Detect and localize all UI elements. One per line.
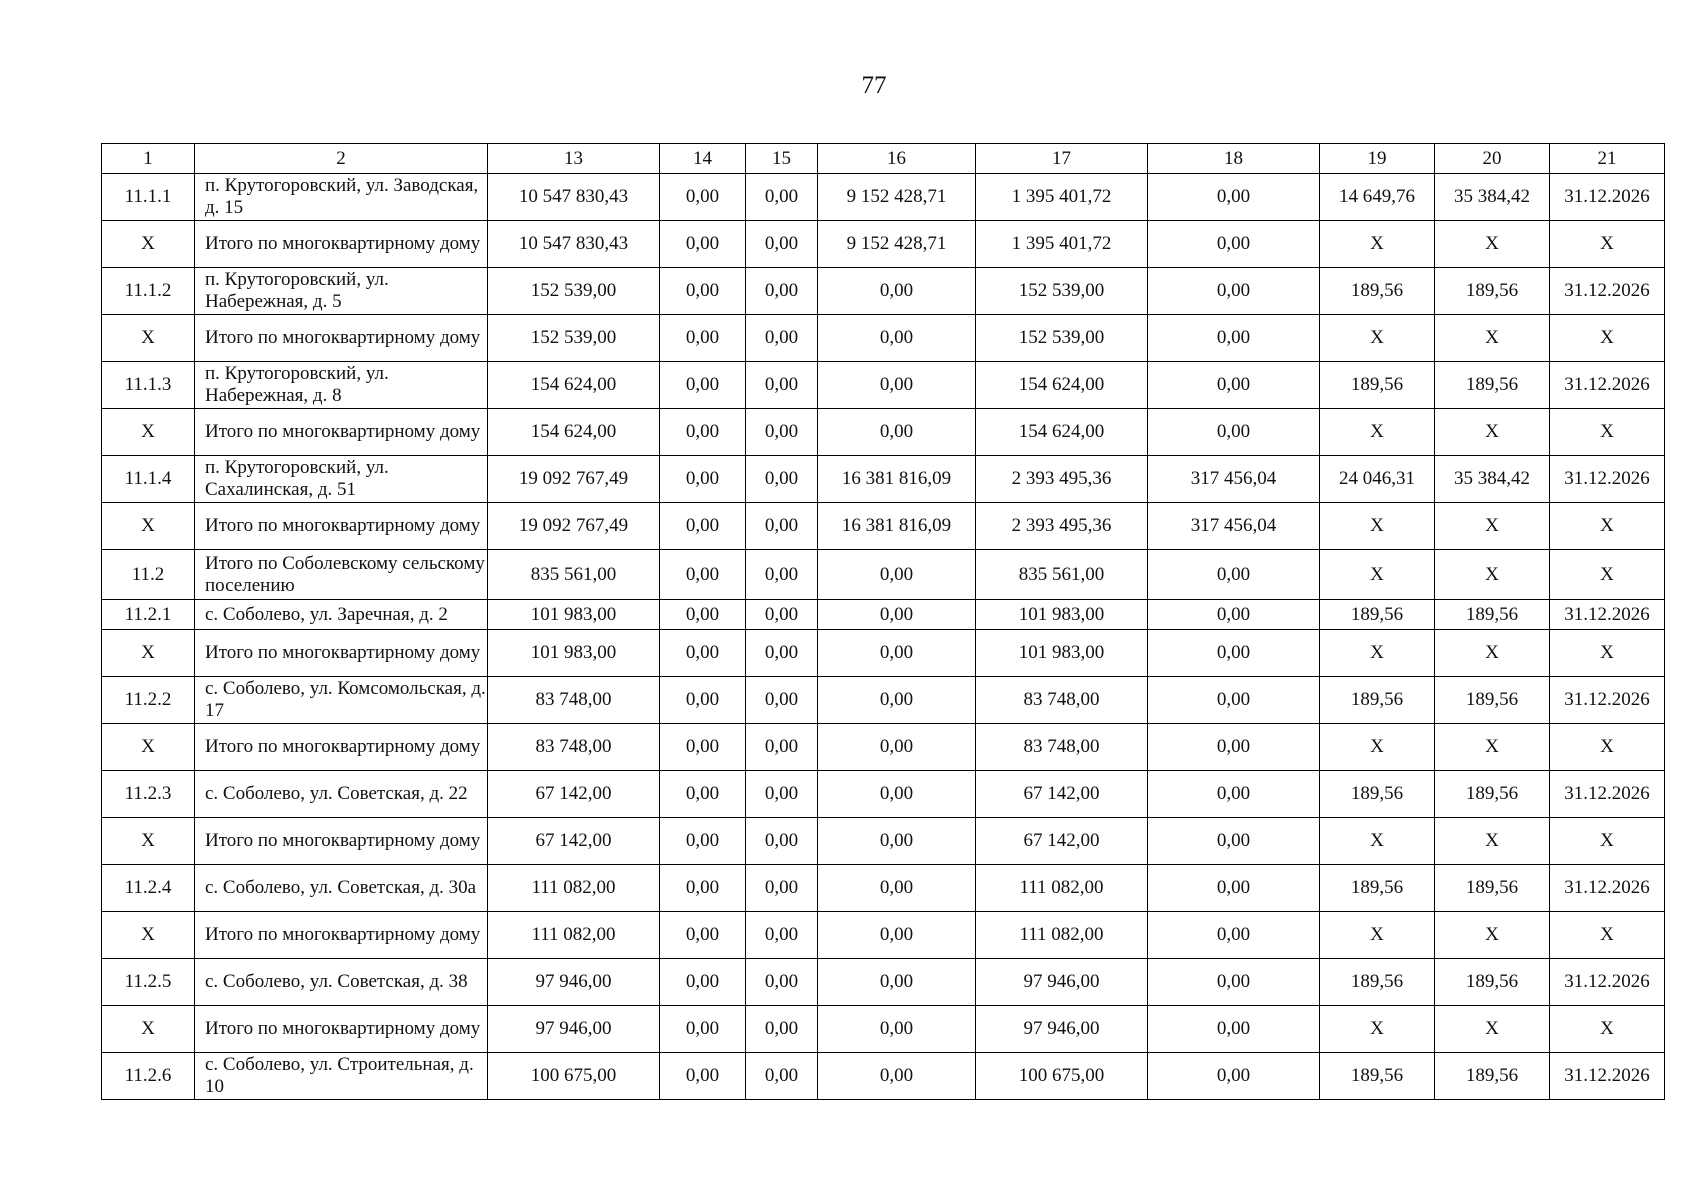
table-cell: 0,00 — [746, 409, 818, 456]
table-cell: Х — [102, 409, 195, 456]
table-cell: 0,00 — [660, 912, 746, 959]
table-cell: 83 748,00 — [976, 677, 1148, 724]
table-cell: 0,00 — [660, 677, 746, 724]
table-cell: 101 983,00 — [976, 600, 1148, 630]
column-header: 14 — [660, 144, 746, 174]
table-cell: Х — [102, 1006, 195, 1053]
column-header: 20 — [1435, 144, 1550, 174]
table-cell: 189,56 — [1435, 677, 1550, 724]
table-row — [102, 724, 1665, 771]
table-cell: 0,00 — [818, 362, 976, 409]
table-cell: 0,00 — [660, 865, 746, 912]
table-cell: 0,00 — [818, 268, 976, 315]
address-cell: с. Соболево, ул. Советская, д. 22 — [195, 771, 488, 818]
column-header: 17 — [976, 144, 1148, 174]
table-cell: 0,00 — [746, 865, 818, 912]
table-cell: 154 624,00 — [488, 362, 660, 409]
table-cell: 16 381 816,09 — [818, 456, 976, 503]
table-row — [102, 409, 1665, 456]
table-row — [102, 268, 1665, 315]
page-number: 77 — [861, 72, 887, 99]
table-cell: 111 082,00 — [976, 865, 1148, 912]
table-cell: 31.12.2026 — [1550, 677, 1665, 724]
table-cell: Х — [1435, 409, 1550, 456]
table-cell: 0,00 — [818, 315, 976, 362]
table-cell: 31.12.2026 — [1550, 771, 1665, 818]
table-cell: 152 539,00 — [976, 268, 1148, 315]
table-cell: 83 748,00 — [976, 724, 1148, 771]
table-cell: Х — [1550, 1006, 1665, 1053]
address-cell: с. Соболево, ул. Комсомольская, д. 17 — [195, 677, 488, 724]
table-cell: 0,00 — [1148, 268, 1320, 315]
table-cell: 97 946,00 — [488, 959, 660, 1006]
table-cell: 67 142,00 — [488, 818, 660, 865]
table-cell: 152 539,00 — [488, 315, 660, 362]
column-header: 21 — [1550, 144, 1665, 174]
address-cell: п. Крутогоровский, ул. Сахалинская, д. 51 — [195, 456, 488, 503]
table-cell: Х — [1320, 630, 1435, 677]
table-cell: 0,00 — [660, 818, 746, 865]
table-row — [102, 174, 1665, 221]
table-cell: Х — [1320, 912, 1435, 959]
table-cell: 31.12.2026 — [1550, 959, 1665, 1006]
table-cell: 0,00 — [1148, 600, 1320, 630]
table-cell: 189,56 — [1435, 959, 1550, 1006]
table-cell: 0,00 — [746, 362, 818, 409]
table-cell: Х — [102, 315, 195, 362]
table-cell: 16 381 816,09 — [818, 503, 976, 550]
table-cell: 154 624,00 — [976, 362, 1148, 409]
table-cell: Х — [1435, 221, 1550, 268]
table-cell: 2 393 495,36 — [976, 456, 1148, 503]
table-cell: 0,00 — [1148, 677, 1320, 724]
table-cell: 317 456,04 — [1148, 456, 1320, 503]
table-cell: 0,00 — [660, 1053, 746, 1100]
table-cell: 0,00 — [818, 959, 976, 1006]
table-cell: 0,00 — [1148, 912, 1320, 959]
table-cell: 0,00 — [818, 409, 976, 456]
table-cell: 11.2.6 — [102, 1053, 195, 1100]
table-cell: 11.1.3 — [102, 362, 195, 409]
table-cell: 0,00 — [818, 1006, 976, 1053]
table-cell: Х — [1435, 315, 1550, 362]
table-cell: Х — [1320, 503, 1435, 550]
table-cell: 11.2.1 — [102, 600, 195, 630]
table-cell: 0,00 — [660, 600, 746, 630]
table-cell: Х — [1550, 409, 1665, 456]
table-cell: 0,00 — [660, 268, 746, 315]
table-cell: 0,00 — [660, 1006, 746, 1053]
table-cell: 0,00 — [660, 362, 746, 409]
table-body — [102, 144, 1665, 1100]
table-row — [102, 315, 1665, 362]
table-cell: 101 983,00 — [488, 600, 660, 630]
table-cell: 24 046,31 — [1320, 456, 1435, 503]
column-header: 2 — [195, 144, 488, 174]
table-cell: 835 561,00 — [488, 550, 660, 600]
table-cell: 0,00 — [660, 630, 746, 677]
table-cell: 0,00 — [1148, 630, 1320, 677]
table-cell: 0,00 — [746, 315, 818, 362]
table-cell: 0,00 — [1148, 221, 1320, 268]
table-cell: 189,56 — [1435, 362, 1550, 409]
address-cell: Итого по многоквартирному дому — [195, 315, 488, 362]
table-cell: 111 082,00 — [976, 912, 1148, 959]
address-cell: с. Соболево, ул. Строительная, д. 10 — [195, 1053, 488, 1100]
table-cell: 0,00 — [660, 174, 746, 221]
table-header-row — [102, 144, 1665, 174]
table-cell: 10 547 830,43 — [488, 174, 660, 221]
table-cell: 9 152 428,71 — [818, 174, 976, 221]
table-cell: 154 624,00 — [488, 409, 660, 456]
column-header: 15 — [746, 144, 818, 174]
table-cell: 101 983,00 — [488, 630, 660, 677]
table-cell: 0,00 — [660, 959, 746, 1006]
table-cell: 31.12.2026 — [1550, 1053, 1665, 1100]
table-cell: Х — [102, 818, 195, 865]
table-row — [102, 677, 1665, 724]
column-header: 18 — [1148, 144, 1320, 174]
table-cell: 83 748,00 — [488, 677, 660, 724]
address-cell: с. Соболево, ул. Советская, д. 30а — [195, 865, 488, 912]
address-cell: Итого по многоквартирному дому — [195, 1006, 488, 1053]
table-cell: 835 561,00 — [976, 550, 1148, 600]
table-cell: 11.2 — [102, 550, 195, 600]
table-cell: 0,00 — [1148, 724, 1320, 771]
table-cell: 0,00 — [818, 677, 976, 724]
table-cell: 0,00 — [746, 630, 818, 677]
table-cell: Х — [1550, 912, 1665, 959]
column-header: 1 — [102, 144, 195, 174]
table-cell: 0,00 — [1148, 315, 1320, 362]
table-cell: 0,00 — [1148, 818, 1320, 865]
table-cell: 1 395 401,72 — [976, 221, 1148, 268]
table-row — [102, 959, 1665, 1006]
table-cell: 100 675,00 — [976, 1053, 1148, 1100]
table-cell: 67 142,00 — [976, 818, 1148, 865]
table-cell: 154 624,00 — [976, 409, 1148, 456]
table-cell: 2 393 495,36 — [976, 503, 1148, 550]
table-cell: Х — [102, 630, 195, 677]
table-cell: Х — [1435, 818, 1550, 865]
table-cell: Х — [1320, 409, 1435, 456]
table-cell: 189,56 — [1320, 959, 1435, 1006]
table-cell: 189,56 — [1435, 865, 1550, 912]
table-cell: 97 946,00 — [976, 959, 1148, 1006]
table-cell: Х — [1550, 818, 1665, 865]
table-cell: 189,56 — [1320, 865, 1435, 912]
table-cell: 0,00 — [660, 456, 746, 503]
table-cell: 0,00 — [818, 724, 976, 771]
table-cell: Х — [102, 912, 195, 959]
table-cell: 11.1.2 — [102, 268, 195, 315]
table-cell: 0,00 — [746, 600, 818, 630]
table-cell: 0,00 — [746, 456, 818, 503]
table-cell: Х — [1320, 1006, 1435, 1053]
column-header: 19 — [1320, 144, 1435, 174]
table-cell: 0,00 — [746, 1006, 818, 1053]
table-cell: 11.2.5 — [102, 959, 195, 1006]
table-cell: 189,56 — [1435, 600, 1550, 630]
table-cell: Х — [1550, 503, 1665, 550]
table-cell: 19 092 767,49 — [488, 503, 660, 550]
table-cell: 0,00 — [746, 268, 818, 315]
table-cell: 0,00 — [1148, 550, 1320, 600]
address-cell: Итого по многоквартирному дому — [195, 409, 488, 456]
table-cell: Х — [1320, 818, 1435, 865]
table-cell: Х — [1435, 1006, 1550, 1053]
table-cell: 189,56 — [1320, 1053, 1435, 1100]
table-cell: 19 092 767,49 — [488, 456, 660, 503]
table-cell: 0,00 — [818, 771, 976, 818]
table-cell: 1 395 401,72 — [976, 174, 1148, 221]
table-cell: 0,00 — [818, 912, 976, 959]
table-cell: Х — [1550, 221, 1665, 268]
table-cell: 0,00 — [746, 221, 818, 268]
table-cell: Х — [102, 221, 195, 268]
table-row — [102, 600, 1665, 630]
table-cell: 97 946,00 — [488, 1006, 660, 1053]
table-cell: 11.2.4 — [102, 865, 195, 912]
table-cell: 0,00 — [660, 771, 746, 818]
column-header: 16 — [818, 144, 976, 174]
table-cell: Х — [1320, 550, 1435, 600]
table-cell: 152 539,00 — [976, 315, 1148, 362]
table-cell: Х — [1435, 724, 1550, 771]
address-cell: п. Крутогоровский, ул. Набережная, д. 8 — [195, 362, 488, 409]
address-cell: Итого по многоквартирному дому — [195, 724, 488, 771]
table-cell: 0,00 — [746, 771, 818, 818]
table-cell: 0,00 — [660, 221, 746, 268]
table-cell: 31.12.2026 — [1550, 362, 1665, 409]
table-cell: 0,00 — [746, 550, 818, 600]
address-cell: Итого по Соболевскому сельскому поселению — [195, 550, 488, 600]
table-cell: Х — [1435, 550, 1550, 600]
table-cell: 0,00 — [660, 409, 746, 456]
table-cell: 189,56 — [1435, 771, 1550, 818]
table-row — [102, 1053, 1665, 1100]
table-cell: Х — [102, 724, 195, 771]
table-cell: 0,00 — [746, 818, 818, 865]
table-cell: 31.12.2026 — [1550, 865, 1665, 912]
column-header: 13 — [488, 144, 660, 174]
table-cell: 0,00 — [660, 503, 746, 550]
table-cell: 0,00 — [1148, 771, 1320, 818]
table-cell: 35 384,42 — [1435, 174, 1550, 221]
address-cell: Итого по многоквартирному дому — [195, 818, 488, 865]
table-cell: 67 142,00 — [976, 771, 1148, 818]
table-cell: 189,56 — [1320, 362, 1435, 409]
table-cell: 0,00 — [1148, 174, 1320, 221]
table-cell: Х — [1550, 550, 1665, 600]
table-cell: 0,00 — [746, 1053, 818, 1100]
table-cell: 31.12.2026 — [1550, 174, 1665, 221]
table-cell: Х — [1550, 630, 1665, 677]
table-row — [102, 221, 1665, 268]
table-cell: Х — [1435, 630, 1550, 677]
table-cell: 0,00 — [1148, 1053, 1320, 1100]
table-cell: 111 082,00 — [488, 912, 660, 959]
table-cell: 189,56 — [1435, 1053, 1550, 1100]
table-cell: 0,00 — [818, 818, 976, 865]
table-cell: 0,00 — [818, 865, 976, 912]
table-cell: 189,56 — [1320, 771, 1435, 818]
table-cell: 31.12.2026 — [1550, 456, 1665, 503]
table-cell: Х — [1435, 912, 1550, 959]
address-cell: п. Крутогоровский, ул. Набережная, д. 5 — [195, 268, 488, 315]
table-cell: 11.2.2 — [102, 677, 195, 724]
table-cell: 14 649,76 — [1320, 174, 1435, 221]
table-cell: 152 539,00 — [488, 268, 660, 315]
table-cell: 0,00 — [818, 550, 976, 600]
table-cell: 0,00 — [660, 550, 746, 600]
table-cell: 317 456,04 — [1148, 503, 1320, 550]
table-cell: 111 082,00 — [488, 865, 660, 912]
table-cell: 0,00 — [1148, 959, 1320, 1006]
table-row — [102, 456, 1665, 503]
table-cell: Х — [1435, 503, 1550, 550]
table-cell: 189,56 — [1320, 600, 1435, 630]
table-cell: 0,00 — [746, 174, 818, 221]
data-table — [101, 143, 1665, 1100]
table-row — [102, 1006, 1665, 1053]
address-cell: Итого по многоквартирному дому — [195, 630, 488, 677]
table-cell: 35 384,42 — [1435, 456, 1550, 503]
table-cell: 0,00 — [660, 724, 746, 771]
table-cell: 189,56 — [1320, 268, 1435, 315]
table-cell: 0,00 — [818, 1053, 976, 1100]
table-cell: 97 946,00 — [976, 1006, 1148, 1053]
table-cell: 9 152 428,71 — [818, 221, 976, 268]
table-cell: 0,00 — [746, 912, 818, 959]
table-cell: 0,00 — [818, 630, 976, 677]
table-cell: Х — [1320, 724, 1435, 771]
table-cell: 0,00 — [1148, 1006, 1320, 1053]
table-cell: Х — [102, 503, 195, 550]
table-cell: 100 675,00 — [488, 1053, 660, 1100]
table-cell: 0,00 — [746, 677, 818, 724]
table-cell: 0,00 — [1148, 865, 1320, 912]
table-cell: 189,56 — [1435, 268, 1550, 315]
address-cell: с. Соболево, ул. Заречная, д. 2 — [195, 600, 488, 630]
table-row — [102, 550, 1665, 600]
table-row — [102, 503, 1665, 550]
table-cell: Х — [1550, 724, 1665, 771]
table-row — [102, 362, 1665, 409]
table-cell: 0,00 — [1148, 409, 1320, 456]
table-cell: 0,00 — [818, 600, 976, 630]
table-row — [102, 912, 1665, 959]
table-cell: 83 748,00 — [488, 724, 660, 771]
table-cell: Х — [1320, 315, 1435, 362]
table-cell: 31.12.2026 — [1550, 268, 1665, 315]
table-cell: 189,56 — [1320, 677, 1435, 724]
address-cell: п. Крутогоровский, ул. Заводская, д. 15 — [195, 174, 488, 221]
table-row — [102, 818, 1665, 865]
table-cell: 11.1.4 — [102, 456, 195, 503]
table-cell: 11.2.3 — [102, 771, 195, 818]
table-cell: 10 547 830,43 — [488, 221, 660, 268]
address-cell: с. Соболево, ул. Советская, д. 38 — [195, 959, 488, 1006]
table-cell: 101 983,00 — [976, 630, 1148, 677]
table-row — [102, 865, 1665, 912]
table-cell: 67 142,00 — [488, 771, 660, 818]
table-cell: 11.1.1 — [102, 174, 195, 221]
table-cell: Х — [1550, 315, 1665, 362]
table-cell: 0,00 — [1148, 362, 1320, 409]
address-cell: Итого по многоквартирному дому — [195, 503, 488, 550]
table-cell: 0,00 — [660, 315, 746, 362]
address-cell: Итого по многоквартирному дому — [195, 912, 488, 959]
table-cell: 31.12.2026 — [1550, 600, 1665, 630]
table-cell: 0,00 — [746, 503, 818, 550]
table-cell: Х — [1320, 221, 1435, 268]
table-cell: 0,00 — [746, 959, 818, 1006]
table-row — [102, 630, 1665, 677]
table-row — [102, 771, 1665, 818]
table-cell: 0,00 — [746, 724, 818, 771]
address-cell: Итого по многоквартирному дому — [195, 221, 488, 268]
